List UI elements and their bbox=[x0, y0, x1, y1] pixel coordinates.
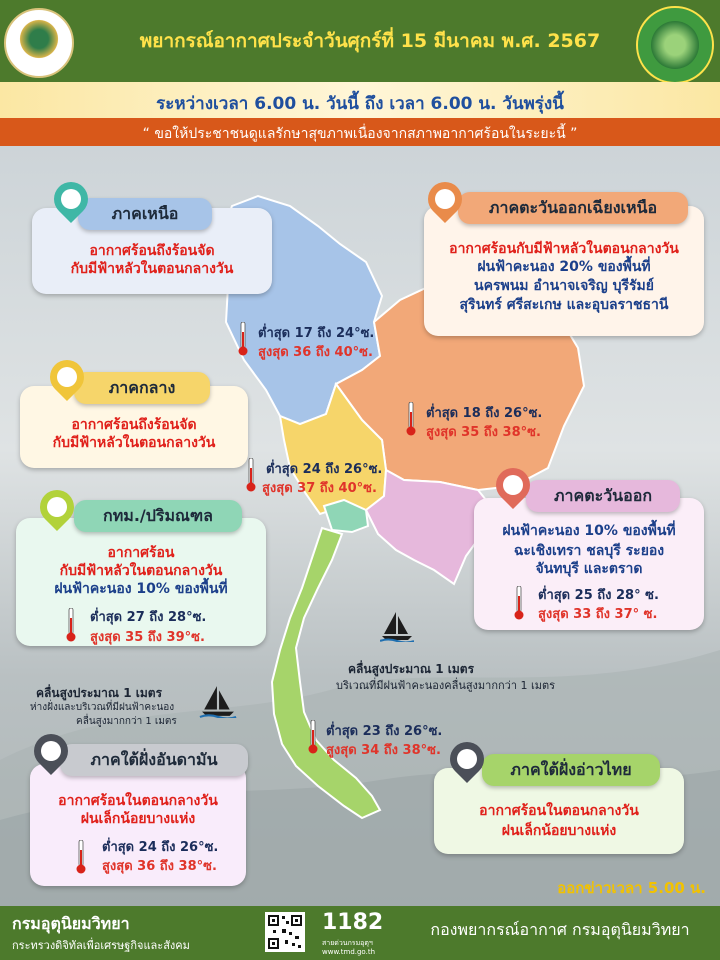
region-label-northeast: ภาคตะวันออกเฉียงเหนือ bbox=[458, 192, 688, 224]
north-low-temp: ต่ำสุด 17 ถึง 24°ซ. bbox=[258, 326, 375, 341]
gulf-line-2: ฝนเล็กน้อยบางแห่ง bbox=[501, 823, 617, 839]
north-line-1: อากาศร้อนถึงร้อนจัด bbox=[89, 243, 215, 259]
region-label-north: ภาคเหนือ bbox=[78, 198, 212, 230]
andaman-high-temp: สูงสุด 36 ถึง 38°ซ. bbox=[102, 859, 217, 874]
region-label-central: ภาคกลาง bbox=[74, 372, 210, 404]
region-label-bangkok: กทม./ปริมณฑล bbox=[74, 500, 242, 532]
central-thermometer-icon bbox=[246, 458, 256, 492]
south-gulf-low-temp: ต่ำสุด 23 ถึง 26°ซ. bbox=[326, 724, 443, 739]
central-high-temp: สูงสุด 37 ถึง 40°ซ. bbox=[262, 481, 377, 496]
ministry-logo bbox=[4, 8, 74, 78]
bangkok-line-3: ฝนฟ้าคะนอง 10% ของพื้นที่ bbox=[54, 581, 228, 597]
hotline-label: สายด่วนกรมอุตุฯ bbox=[322, 939, 373, 947]
andaman-wave-detail-1: ห่างฝั่งและบริเวณที่มีฝนฟ้าคะนอง bbox=[30, 702, 175, 713]
gulf-wave-title: คลื่นสูงประมาณ 1 เมตร bbox=[348, 662, 475, 676]
tmd-logo bbox=[636, 6, 714, 84]
bangkok-low-temp: ต่ำสุด 27 ถึง 28°ซ. bbox=[90, 610, 207, 625]
north-high-temp: สูงสุด 36 ถึง 40°ซ. bbox=[258, 345, 373, 360]
north-line-2: กับมีฟ้าหลัวในตอนกลางวัน bbox=[70, 261, 234, 277]
health-advisory: “ ขอให้ประชาชนดูแลรักษาสุขภาพเนื่องจากสภาพอากาศร้อนในระยะนี้ ” bbox=[142, 126, 578, 142]
sailboat-icon bbox=[380, 610, 414, 642]
east-thermometer-icon bbox=[514, 586, 524, 620]
south-gulf-thermometer-icon bbox=[308, 720, 318, 754]
andaman-line-1: อากาศร้อนในตอนกลางวัน bbox=[58, 793, 218, 809]
forecast-period: ระหว่างเวลา 6.00 น. วันนี้ ถึง เวลา 6.00 น. วันพรุ่งนี้ bbox=[156, 94, 564, 114]
east-line-2: ฉะเชิงเทรา ชลบุรี ระยอง bbox=[513, 543, 665, 559]
northeast-line-2: ฝนฟ้าคะนอง 20% ของพื้นที่ bbox=[477, 259, 651, 275]
bangkok-line-2: กับมีฟ้าหลัวในตอนกลางวัน bbox=[59, 563, 223, 579]
region-label-gulf: ภาคใต้ฝั่งอ่าวไทย bbox=[482, 754, 660, 786]
northeast-line-4: สุรินทร์ ศรีสะเกษ และอุบลราชธานี bbox=[459, 297, 669, 313]
east-low-temp: ต่ำสุด 25 ถึง 28° ซ. bbox=[538, 588, 659, 603]
andaman-thermometer-icon bbox=[76, 840, 86, 874]
hotline-number: 1182 bbox=[322, 910, 384, 935]
footer-ministry: กระทรวงดิจิทัลเพื่อเศรษฐกิจและสังคม bbox=[12, 939, 190, 952]
northeast-line-1: อากาศร้อนกับมีฟ้าหลัวในตอนกลางวัน bbox=[449, 241, 679, 257]
south-gulf-high-temp: สูงสุด 34 ถึง 38°ซ. bbox=[326, 743, 441, 758]
issue-time: ออกข่าวเวลา 5.00 น. bbox=[557, 879, 706, 897]
northeast-low-temp: ต่ำสุด 18 ถึง 26°ซ. bbox=[426, 406, 543, 421]
bangkok-line-1: อากาศร้อน bbox=[107, 545, 175, 561]
sailboat-icon-andaman bbox=[198, 684, 238, 718]
east-line-3: จันทบุรี และตราด bbox=[535, 561, 643, 577]
northeast-high-temp: สูงสุด 35 ถึง 38°ซ. bbox=[426, 425, 541, 440]
andaman-wave-detail-2: คลื่นสูงมากกว่า 1 เมตร bbox=[76, 716, 177, 727]
qr-code-icon[interactable] bbox=[265, 912, 305, 952]
bangkok-high-temp: สูงสุด 35 ถึง 39°ซ. bbox=[90, 630, 205, 645]
north-thermometer-icon bbox=[238, 322, 248, 356]
andaman-low-temp: ต่ำสุด 24 ถึง 26°ซ. bbox=[102, 840, 219, 855]
bangkok-thermometer-icon bbox=[66, 608, 76, 642]
footer-org: กรมอุตุนิยมวิทยา bbox=[12, 914, 130, 933]
andaman-wave-title: คลื่นสูงประมาณ 1 เมตร bbox=[36, 686, 163, 700]
northeast-line-3: นครพนม อำนาจเจริญ บุรีรัมย์ bbox=[474, 278, 654, 294]
region-label-east: ภาคตะวันออก bbox=[526, 480, 680, 512]
footer-division: กองพยากรณ์อากาศ กรมอุตุนิยมวิทยา bbox=[430, 920, 690, 939]
east-high-temp: สูงสุด 33 ถึง 37° ซ. bbox=[538, 607, 658, 622]
east-line-1: ฝนฟ้าคะนอง 10% ของพื้นที่ bbox=[502, 523, 676, 539]
region-label-andaman: ภาคใต้ฝั่งอันดามัน bbox=[60, 744, 248, 776]
central-low-temp: ต่ำสุด 24 ถึง 26°ซ. bbox=[266, 462, 383, 477]
gulf-line-1: อากาศร้อนในตอนกลางวัน bbox=[479, 803, 639, 819]
gulf-wave-detail: บริเวณที่มีฝนฟ้าคะนองคลื่นสูงมากกว่า 1 เมตร bbox=[336, 679, 556, 692]
central-line-1: อากาศร้อนถึงร้อนจัด bbox=[71, 417, 197, 433]
central-line-2: กับมีฟ้าหลัวในตอนกลางวัน bbox=[52, 435, 216, 451]
andaman-line-2: ฝนเล็กน้อยบางแห่ง bbox=[80, 811, 196, 827]
page-title: พยากรณ์อากาศประจำวันศุกร์ที่ 15 มีนาคม พ.ศ. 2567 bbox=[139, 30, 601, 52]
northeast-thermometer-icon bbox=[406, 402, 416, 436]
website-link[interactable]: www.tmd.go.th bbox=[322, 948, 375, 956]
